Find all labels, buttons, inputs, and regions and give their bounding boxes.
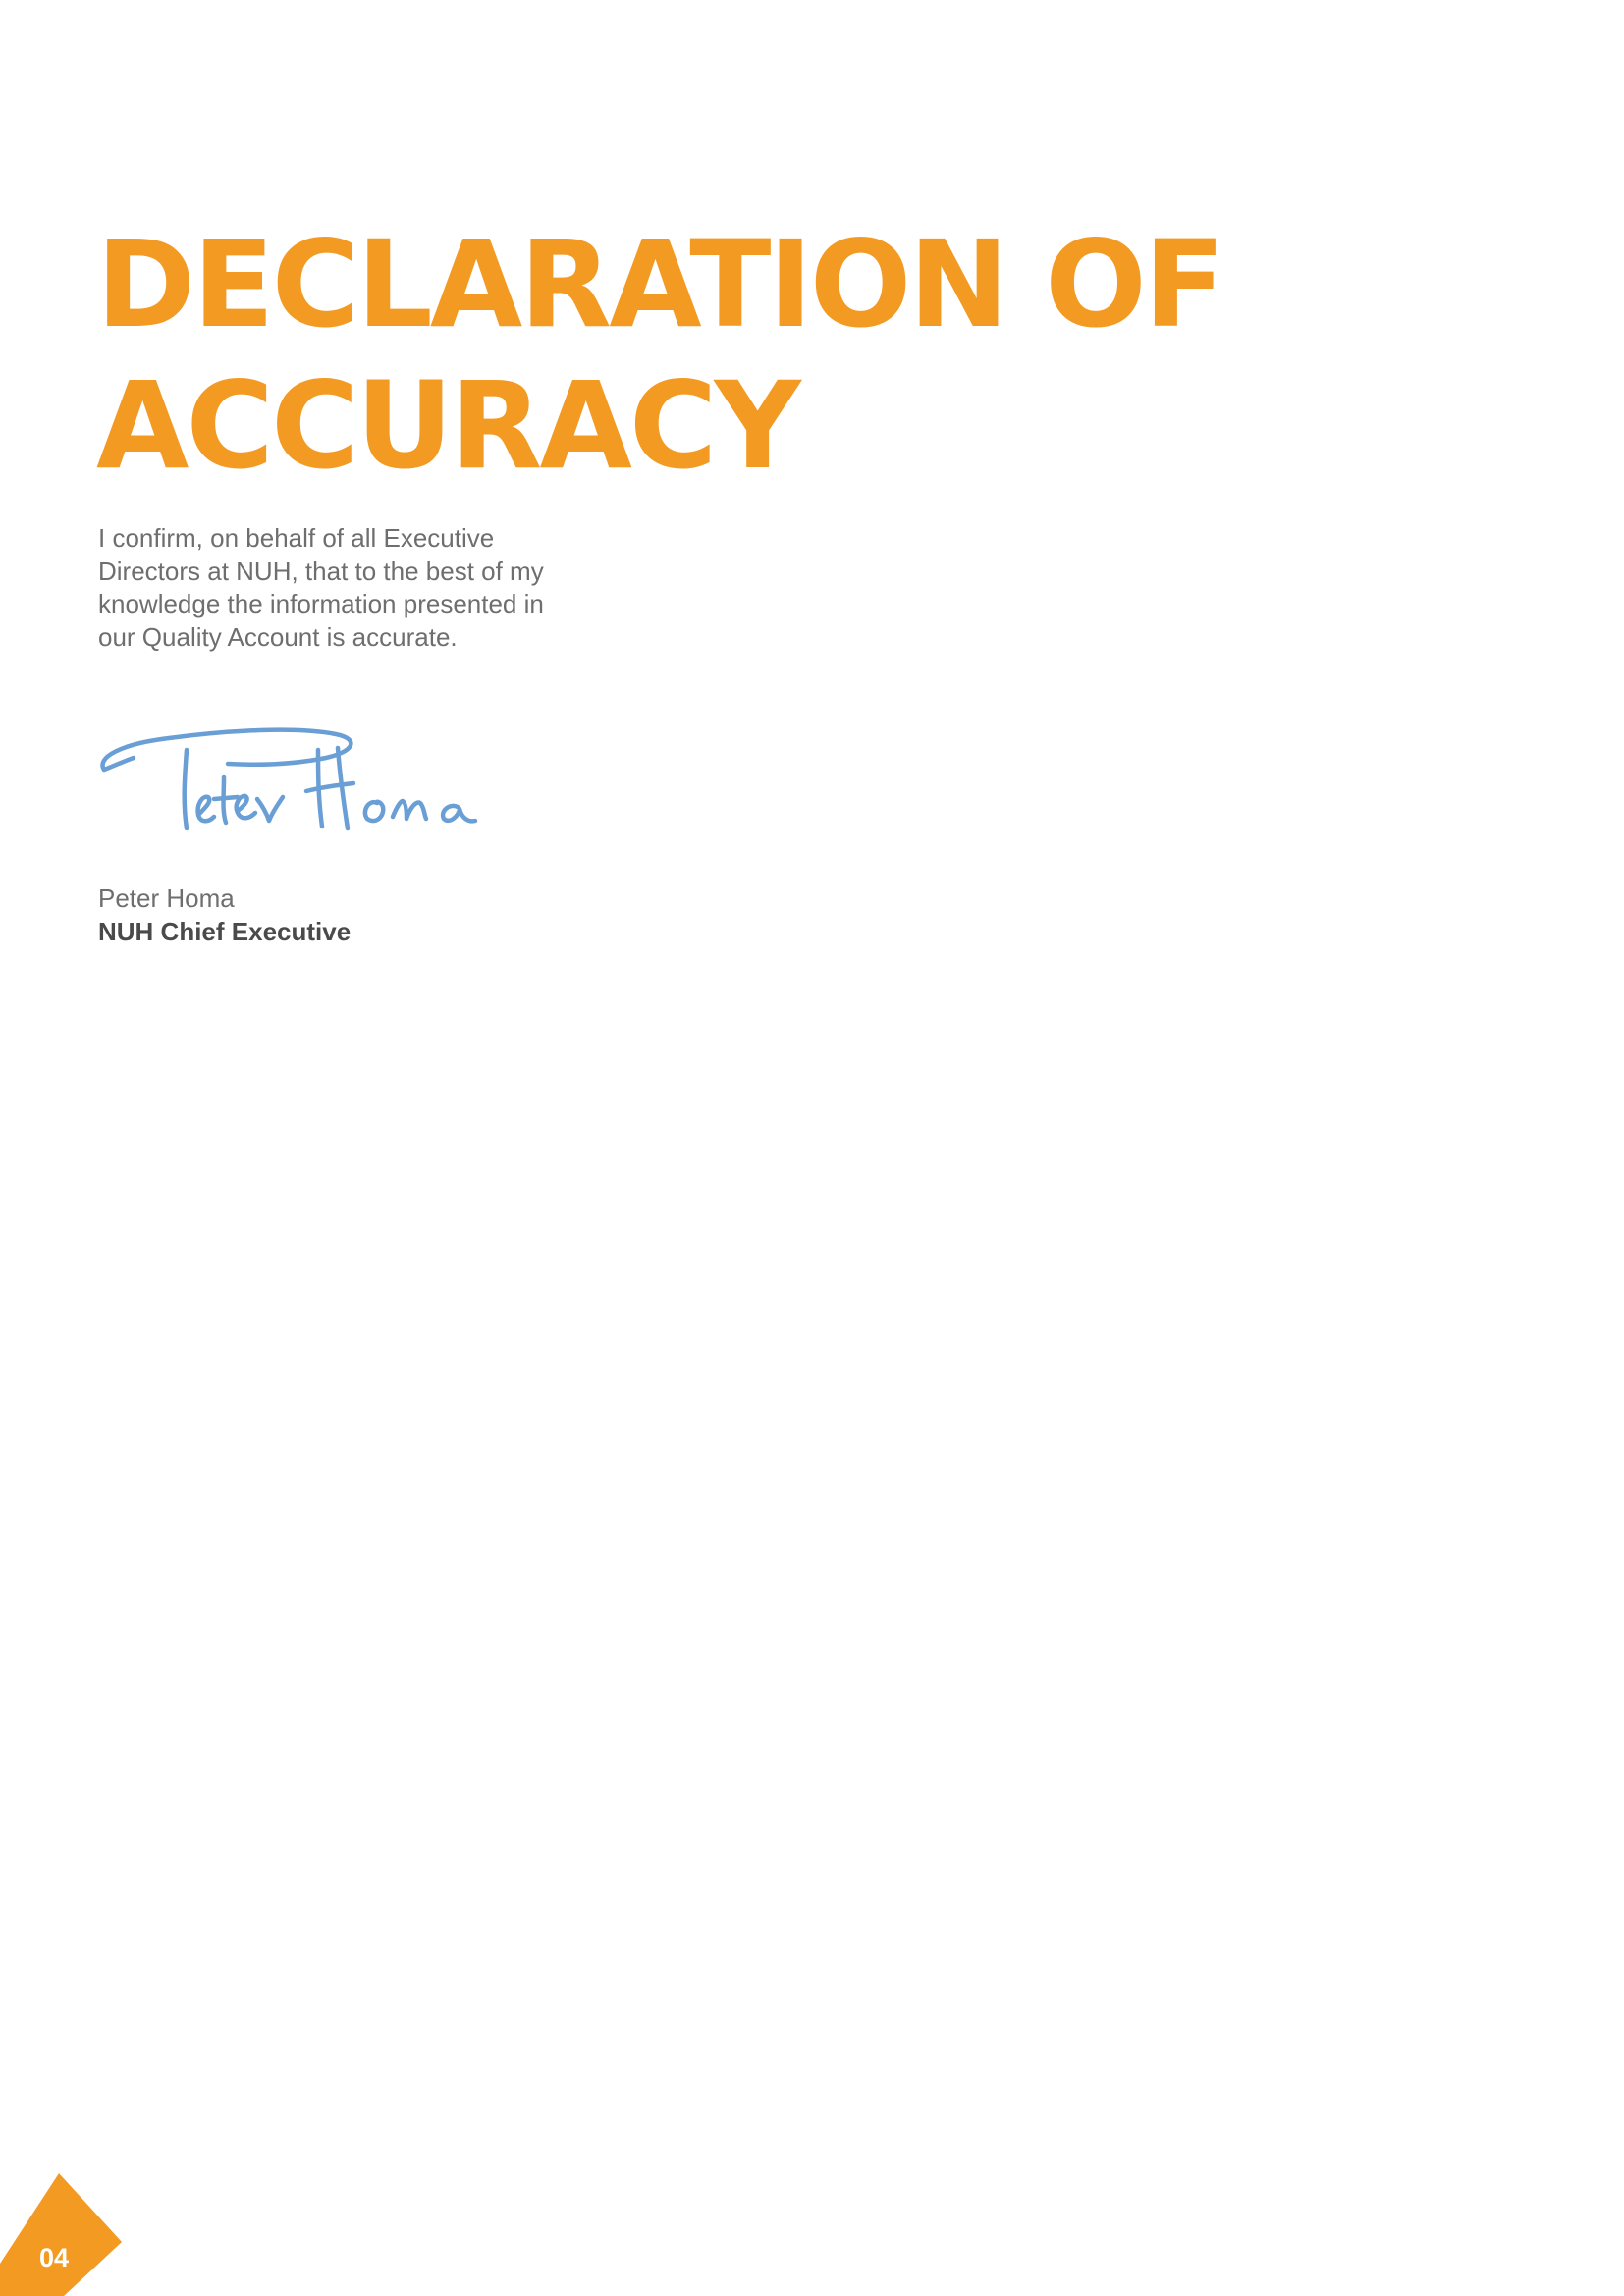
page-title-line-2: ACCURACY	[96, 356, 798, 496]
signer-role: NUH Chief Executive	[98, 917, 352, 946]
page-title	[96, 214, 1222, 497]
declaration-statement: I confirm, on behalf of all Executive Directors at NUH, that to the best of my knowledge the information presented in our Quality Account is accurate.	[98, 523, 544, 652]
signature-image	[90, 709, 571, 866]
page-corner-badge	[0, 2173, 137, 2296]
page-corner-shape	[0, 2173, 122, 2296]
page-number: 04	[39, 2243, 70, 2272]
page-title-line-1: DECLARATION OF	[96, 215, 1223, 354]
signer-name: Peter Homa	[98, 883, 235, 913]
